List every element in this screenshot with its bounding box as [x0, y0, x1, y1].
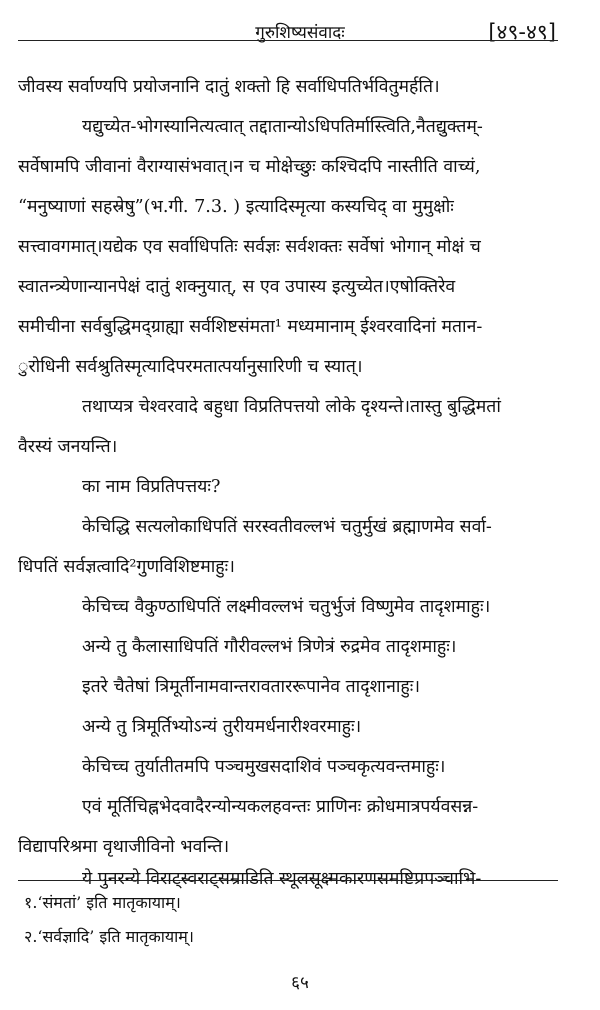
text-line: सर्वेषामपि जीवानां वैराग्यासंभवात्।न च मोक्षेच्छुः कश्चिदपि नास्तीति वाच्यं,: [18, 157, 481, 177]
text-line: ये पुनरन्ये विराट्स्वराट्सम्राडिति स्थूलसूक्ष्मकारणसमष्टिप्रपञ्चाभि-: [82, 869, 482, 889]
text-line: ुरोधिनी सर्वश्रुतिस्मृत्यादिपरमतात्पर्यानुसारिणी च स्यात्।: [18, 357, 363, 377]
text-line: विद्यापरिश्रमा वृथाजीविनो भवन्ति।: [18, 837, 230, 857]
page-number: ६५: [291, 973, 309, 993]
text-line: का नाम विप्रतिपत्तयः?: [82, 477, 221, 497]
text-line: “मनुष्याणां सहस्रेषु”(भ.गी. 7.3. ) इत्यादिस्मृत्या कस्यचिद् वा मुमुक्षोः: [18, 197, 454, 217]
text-line: स्वातन्त्र्येणान्यानपेक्षं दातुं शक्नुयात्, स एव उपास्य इत्युच्येत।एषोक्तिरेव: [18, 277, 456, 297]
page-range: [४९-४९]: [488, 20, 556, 44]
footnote-rule: [18, 880, 558, 881]
header-rule: [18, 40, 558, 41]
running-header: [0, 14, 600, 54]
footnote: १.‘संमतां’ इति मातृकायाम्।: [24, 893, 181, 912]
text-line: अन्ये तु कैलासाधिपतिं गौरीवल्लभं त्रिणेत्रं रुद्रमेव तादृशमाहुः।: [82, 637, 457, 657]
running-title: गुरुशिष्यसंवादः: [255, 23, 345, 43]
text-line: समीचीना सर्वबुद्धिमद्ग्राह्या सर्वशिष्टसंमता¹ मध्यमानाम् ईश्वरवादिनां मतान-: [18, 317, 483, 337]
text-line: वैरस्यं जनयन्ति।: [18, 437, 118, 457]
text-line: केचिच्च वैकुण्ठाधिपतिं लक्ष्मीवल्लभं चतुर्भुजं विष्णुमेव तादृशमाहुः।: [82, 597, 491, 617]
footnote: २.‘सर्वज्ञादि’ इति मातृकायाम्।: [24, 927, 194, 946]
text-line: तथाप्यत्र चेश्वरवादे बहुधा विप्रतिपत्तयो लोके दृश्यन्ते।तास्तु बुद्धिमतां: [82, 397, 501, 417]
text-line: अन्ये तु त्रिमूर्तिभ्योऽन्यं तुरीयमर्धनारीश्वरमाहुः।: [82, 717, 362, 737]
text-line: धिपतिं सर्वज्ञत्वादि²गुणविशिष्टमाहुः।: [18, 557, 235, 577]
text-line: सत्त्वावगमात्।यद्येक एव सर्वाधिपतिः सर्वज्ञः सर्वशक्तः सर्वेषां भोगान् मोक्षं च: [18, 237, 481, 257]
text-line: केचिद्धि सत्यलोकाधिपतिं सरस्वतीवल्लभं चतुर्मुखं ब्रह्माणमेव सर्वा-: [82, 517, 492, 537]
text-line: एवं मूर्तिचिह्नभेदवादैरन्योन्यकलहवन्तः प्राणिनः क्रोधमात्रपर्यवसन्न-: [82, 797, 479, 817]
text-line: केचिच्च तुर्यातीतमपि पञ्चमुखसदाशिवं पञ्चकृत्यवन्तमाहुः।: [82, 757, 446, 777]
text-line: जीवस्य सर्वाण्यपि प्रयोजनानि दातुं शक्तो हि सर्वाधिपतिर्भवितुमर्हति।: [18, 77, 440, 97]
text-line: यद्युच्येत-भोगस्यानित्यत्वात् तद्दातान्योऽधिपतिर्मास्त्विति,नैतद्युक्तम्-: [82, 117, 483, 137]
text-line: इतरे चैतेषां त्रिमूर्तीनामवान्तरावताररूपानेव तादृशानाहुः।: [82, 677, 420, 697]
